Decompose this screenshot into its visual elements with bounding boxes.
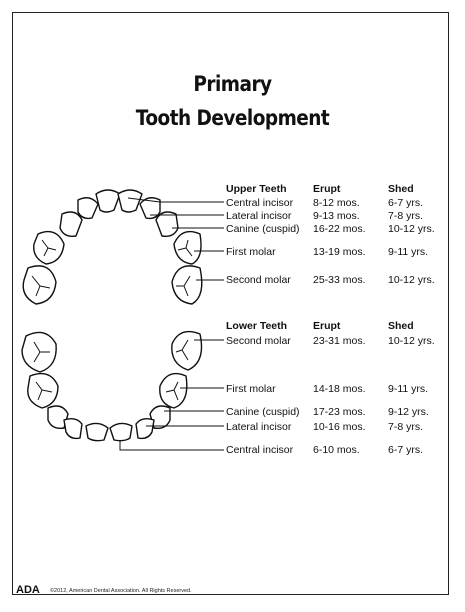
upper-row-erupt: 8-12 mos. [313,197,360,209]
lower-row-erupt: 6-10 mos. [313,444,360,456]
upper-row-shed: 9-11 yrs. [388,246,429,258]
lower-row-name: Central incisor [226,444,294,456]
lower-central-incisor-left [86,423,108,440]
lower-row-shed: 9-12 yrs. [388,406,429,418]
upper-row-erupt: 13-19 mos. [313,246,366,258]
upper-shed-header: Shed [388,183,414,195]
upper-row-erupt: 9-13 mos. [313,210,360,222]
lower-row-shed: 6-7 yrs. [388,444,424,456]
lower-row-erupt: 17-23 mos. [313,406,366,418]
lower-row-shed: 10-12 yrs. [388,335,435,347]
lower-row-name: Lateral incisor [226,421,292,433]
upper-row-name: First molar [226,246,276,258]
lower-row-erupt: 14-18 mos. [313,383,366,395]
lower-teeth-header: Lower Teeth [226,320,288,332]
lower-row-erupt: 10-16 mos. [313,421,366,433]
lower-row-name: Second molar [226,335,291,347]
upper-row-shed: 10-12 yrs. [388,274,435,286]
upper-second-molar-right [172,266,202,304]
lower-second-molar-left [22,332,56,372]
upper-row-erupt: 16-22 mos. [313,223,366,235]
ada-logo: ADA [16,584,40,596]
lower-shed-header: Shed [388,320,414,332]
upper-first-molar-right [174,232,201,264]
upper-lateral-incisor-left [78,198,98,219]
upper-row-name: Central incisor [226,197,294,209]
copyright-text: ©2012, American Dental Association. All Rights Reserved. [50,588,192,594]
lower-lateral-incisor-left [64,419,82,439]
upper-row-shed: 6-7 yrs. [388,197,424,209]
upper-row-erupt: 25-33 mos. [313,274,366,286]
upper-teeth-header: Upper Teeth [226,183,287,195]
lower-row-shed: 9-11 yrs. [388,383,429,395]
lower-first-molar-right [160,374,187,408]
lower-erupt-header: Erupt [313,320,341,332]
upper-row-name: Second molar [226,274,291,286]
upper-central-incisor-left [96,190,120,212]
upper-row-shed: 10-12 yrs. [388,223,435,235]
lower-row-erupt: 23-31 mos. [313,335,366,347]
lower-row-name: First molar [226,383,276,395]
upper-row-name: Lateral incisor [226,210,292,222]
page-title-line1: Primary [193,72,272,96]
page-title-line2: Tooth Development [135,106,330,130]
lower-row-shed: 7-8 yrs. [388,421,424,433]
upper-central-incisor-right [118,190,142,212]
upper-row-shed: 7-8 yrs. [388,210,424,222]
lower-first-molar-left [28,374,58,408]
upper-canine-left [60,212,82,236]
lower-lateral-incisor-right [136,419,154,439]
upper-row-name: Canine (cuspid) [226,223,300,235]
lower-second-molar-right [172,332,202,370]
upper-erupt-header: Erupt [313,183,341,195]
upper-canine-right [156,212,178,236]
lower-central-incisor-right [110,423,132,440]
lower-row-name: Canine (cuspid) [226,406,300,418]
